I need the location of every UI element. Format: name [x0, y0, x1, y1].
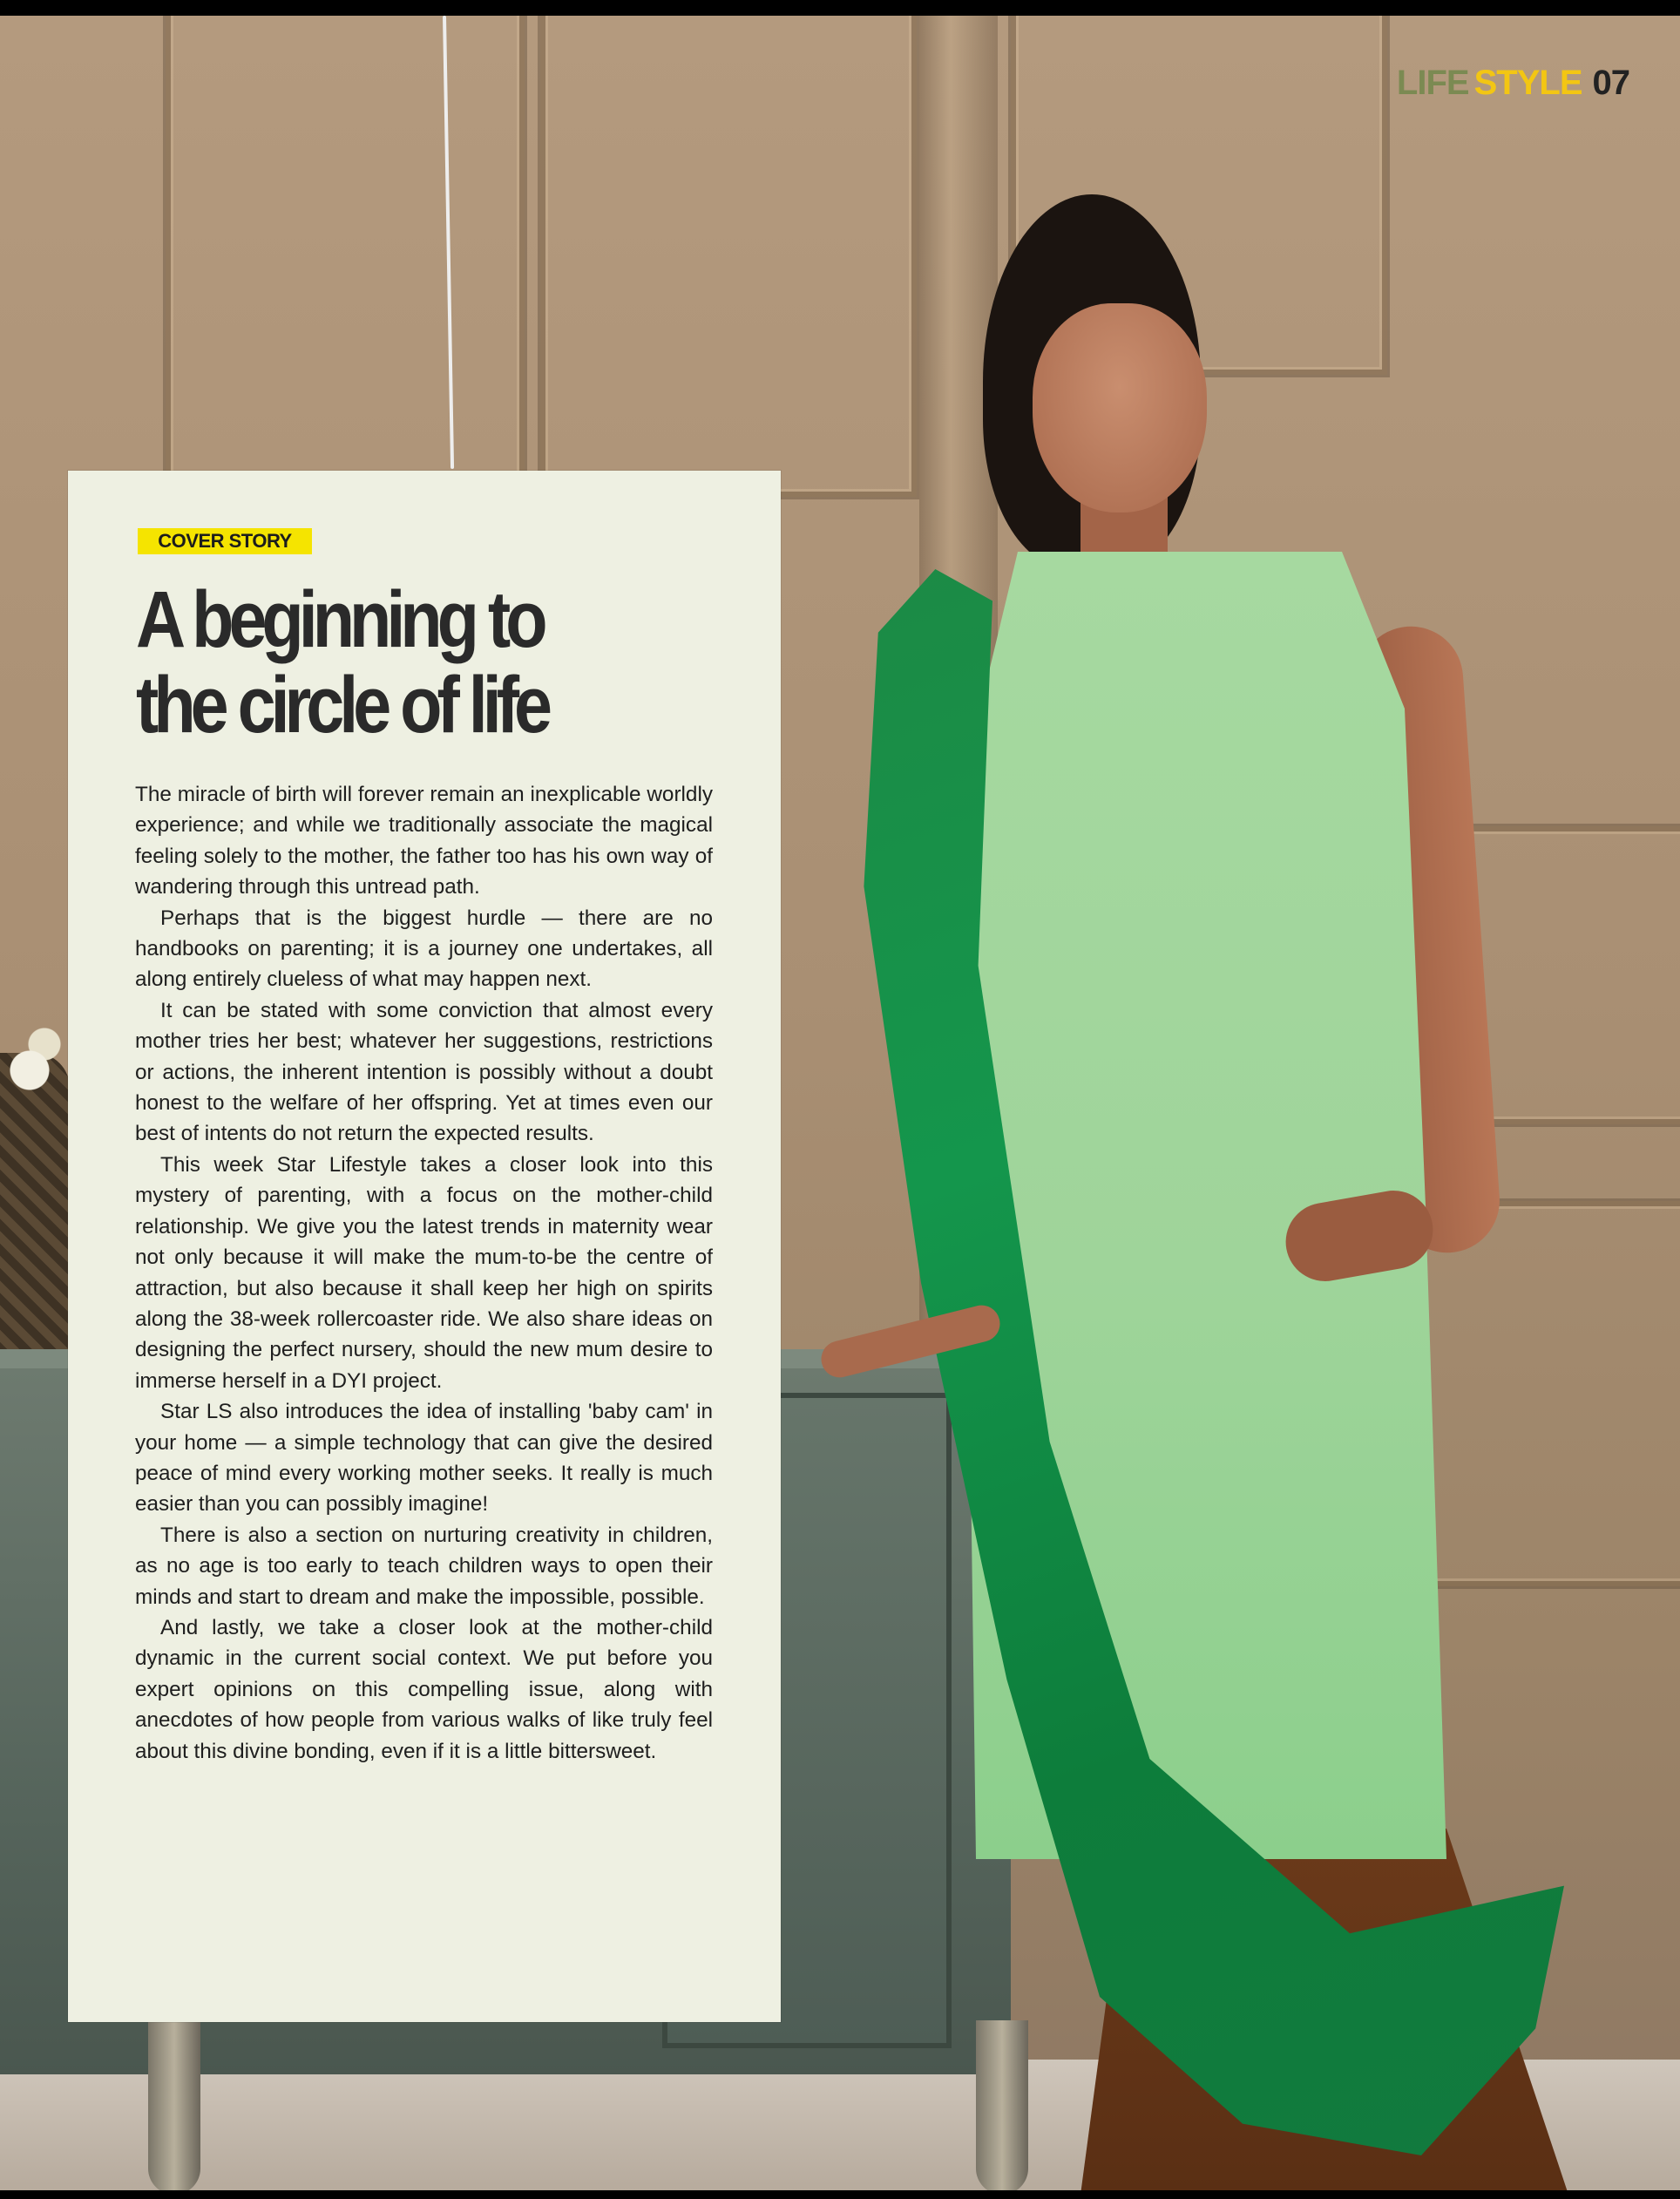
paragraph: There is also a section on nurturing creativity in children, as no age is too early to teach children ways to open their minds and start to dream and make the impossible, possible.	[135, 1523, 713, 1609]
paragraph: And lastly, we take a closer look at the mother-child dynamic in the current social context. We put before you expert opinions on this compelling issue, along with anecdotes of how people from various walks of like truly feel about this divine bonding, even if it is a little bittersweet.	[135, 1615, 713, 1763]
page-number: 07	[1592, 64, 1629, 102]
headline: A beginning to the circle of life	[136, 575, 548, 750]
cabinet-leg	[976, 2020, 1028, 2190]
section-word-life: LIFE	[1396, 64, 1469, 102]
paragraph: This week Star Lifestyle takes a closer look into this mystery of parenting, with a focus on the mother-child relationship. We give you the latest trends in maternity wear not only because it will make the mum-to-be the centre of attraction, but also because it shall keep her high on spirits along the 38-week rollercoaster ride. We also share ideas on designing the perfect nursery, should the new mum desire to immerse herself in a DYI project.	[135, 1152, 713, 1393]
kicker-label: COVER STORY	[138, 528, 312, 554]
section-word-style: STYLE	[1473, 64, 1582, 102]
paragraph: Star LS also introduces the idea of installing 'baby cam' in your home — a simple technology that can give the desired peace of mind every working mother seeks. It really is much easier than you can possibly imagine!	[135, 1400, 713, 1517]
paragraph: The miracle of birth will forever remain an inexplicable worldly experience; and while we traditionally associate the magical feeling solely to the mother, the father too has his own way of wandering through this untread path.	[135, 783, 713, 899]
wall-panel	[166, 16, 525, 497]
flowers	[0, 1018, 74, 1123]
model-face	[1033, 303, 1207, 512]
section-header	[1397, 64, 1629, 103]
magazine-page	[0, 16, 1680, 2190]
wall-panel	[540, 16, 917, 497]
article-body	[135, 779, 713, 1767]
paragraph: It can be stated with some conviction that almost every mother tries her best; whatever her suggestions, restrictions or actions, the inherent intention is possibly without a doubt honest to the welfare of her offspring. Yet at times even our best of intents do not return the expected results.	[135, 998, 713, 1146]
cabinet-leg	[148, 2020, 200, 2190]
article-card	[68, 471, 781, 2022]
wall-panel	[1403, 1201, 1680, 1586]
paragraph: Perhaps that is the biggest hurdle — there are no handbooks on parenting; it is a journey one undertakes, all along entirely clueless of what may happen next.	[135, 906, 713, 992]
